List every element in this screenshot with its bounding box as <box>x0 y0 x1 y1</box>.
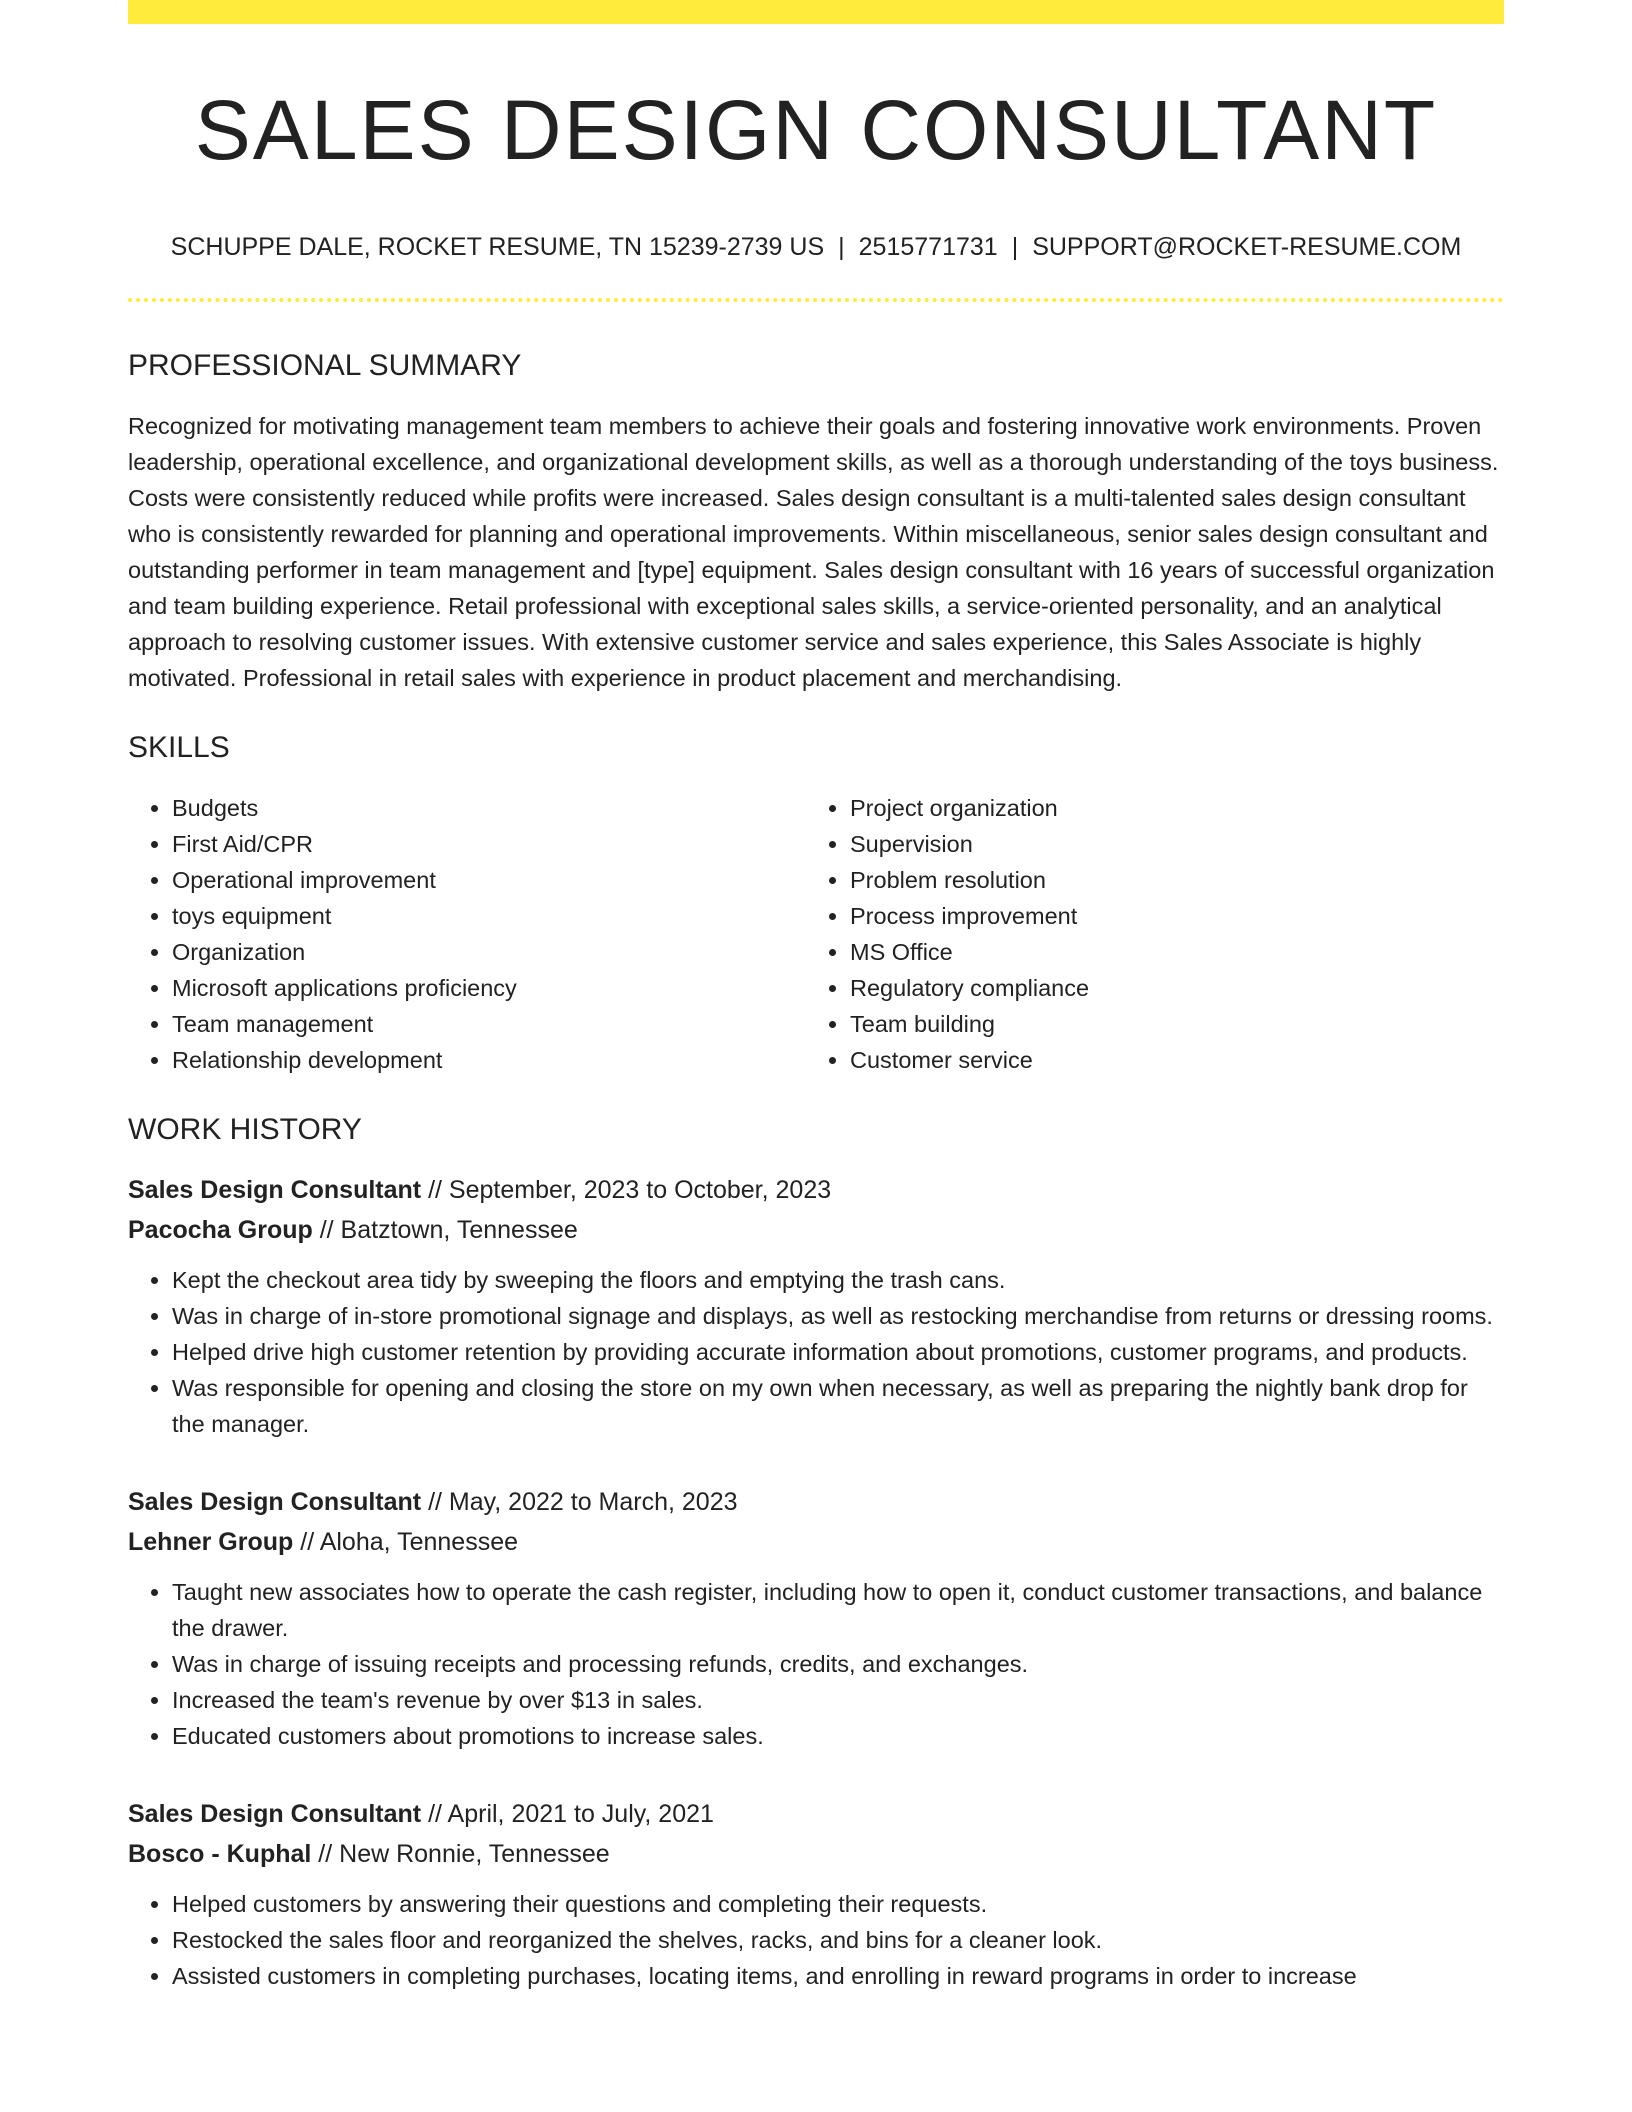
job-company-line <box>128 1834 1504 1874</box>
skill-item: • Microsoft applications proficiency <box>172 970 806 1006</box>
job-role-line <box>128 1170 1504 1210</box>
top-accent-bar <box>128 0 1504 24</box>
job-dates: // May, 2022 to March, 2023 <box>428 1488 738 1517</box>
skills-column-left <box>128 790 806 1078</box>
dotted-divider <box>128 298 1504 302</box>
job-bullet: • Taught new associates how to operate the cash register, including how to open it, conduct customer transactions, and balance the drawer. <box>172 1574 1504 1646</box>
job-dates: // September, 2023 to October, 2023 <box>428 1176 832 1205</box>
skills-column-right <box>806 790 1484 1078</box>
skill-item: • Supervision <box>850 826 1484 862</box>
job-bullet: • Assisted customers in completing purchases, locating items, and enrolling in reward programs in order to increase <box>172 1958 1504 1994</box>
job-bullet: • Was in charge of in-store promotional signage and displays, as well as restocking merchandise from returns or dressing rooms. <box>172 1298 1504 1334</box>
skill-item: • Operational improvement <box>172 862 806 898</box>
job-location: // Batztown, Tennessee <box>319 1216 578 1245</box>
job-bullets <box>128 1886 1504 1994</box>
job-company: Lehner Group <box>128 1528 294 1557</box>
job-role: Sales Design Consultant <box>128 1176 422 1205</box>
skill-item: • First Aid/CPR <box>172 826 806 862</box>
skill-item: • Team building <box>850 1006 1484 1042</box>
job-role-line <box>128 1482 1504 1522</box>
job-bullets <box>128 1574 1504 1754</box>
resume-title: SALES DESIGN CONSULTANT <box>194 83 1438 177</box>
work-history-heading: WORK HISTORY <box>128 1113 362 1147</box>
job-entry <box>128 1482 1504 1754</box>
skill-item: • Budgets <box>172 790 806 826</box>
job-role: Sales Design Consultant <box>128 1488 422 1517</box>
summary-heading: PROFESSIONAL SUMMARY <box>128 349 522 383</box>
job-entry <box>128 1170 1504 1442</box>
job-bullet: • Restocked the sales floor and reorganized the shelves, racks, and bins for a cleaner look. <box>172 1922 1504 1958</box>
contact-line <box>128 232 1504 262</box>
job-bullet: • Educated customers about promotions to increase sales. <box>172 1718 1504 1754</box>
job-bullet: • Kept the checkout area tidy by sweeping the floors and emptying the trash cans. <box>172 1262 1504 1298</box>
job-company: Bosco - Kuphal <box>128 1840 312 1869</box>
job-dates: // April, 2021 to July, 2021 <box>428 1800 714 1829</box>
job-bullet: • Was in charge of issuing receipts and processing refunds, credits, and exchanges. <box>172 1646 1504 1682</box>
job-role: Sales Design Consultant <box>128 1800 422 1829</box>
skills-list <box>128 790 1504 1078</box>
skills-heading: SKILLS <box>128 731 230 765</box>
summary-text: Recognized for motivating management team members to achieve their goals and fostering innovative work environments. Proven leadership, operational excellence, and organizational development skills, as well as a thorough understanding of the toys business. Costs were consistently reduced while profits were increased. Sales design consultant is a multi-talented sales design consultant who is consistently rewarded for planning and operational improvements. Within miscellaneous, senior sales design consultant and outstanding performer in team management and [type] equipment. Sales design consultant with 16 years of successful organization and team building experience. Retail professional with exceptional sales skills, a service-oriented personality, and an analytical approach to resolving customer issues. With extensive customer service and sales experience, this Sales Associate is highly motivated. Professional in retail sales with experience in product placement and merchandising. <box>128 413 1499 692</box>
contact-separator: | <box>838 233 845 262</box>
job-role-line <box>128 1794 1504 1834</box>
skill-item: • Regulatory compliance <box>850 970 1484 1006</box>
job-bullet: • Increased the team's revenue by over $13 in sales. <box>172 1682 1504 1718</box>
skill-item: • MS Office <box>850 934 1484 970</box>
contact-phone: 2515771731 <box>858 233 998 262</box>
job-entry <box>128 1794 1504 1994</box>
job-company-line <box>128 1522 1504 1562</box>
contact-separator: | <box>1011 233 1019 262</box>
skill-item: • toys equipment <box>172 898 806 934</box>
job-bullet: • Helped drive high customer retention by providing accurate information about promotions, customer programs, and products. <box>172 1334 1504 1370</box>
job-bullets <box>128 1262 1504 1442</box>
job-location: // New Ronnie, Tennessee <box>318 1840 610 1869</box>
job-company: Pacocha Group <box>128 1216 313 1245</box>
job-bullet: • Helped customers by answering their questions and completing their requests. <box>172 1886 1504 1922</box>
skill-item: • Organization <box>172 934 806 970</box>
contact-email: SUPPORT@ROCKET-RESUME.COM <box>1032 233 1462 262</box>
skill-item: • Process improvement <box>850 898 1484 934</box>
skill-item: • Team management <box>172 1006 806 1042</box>
job-bullet: • Was responsible for opening and closing the store on my own when necessary, as well as preparing the nightly bank drop for the manager. <box>172 1370 1504 1442</box>
contact-address: SCHUPPE DALE, ROCKET RESUME, TN 15239-2739 US <box>170 233 825 262</box>
job-location: // Aloha, Tennessee <box>300 1528 519 1557</box>
job-company-line <box>128 1210 1504 1250</box>
skill-item: • Project organization <box>850 790 1484 826</box>
skill-item: • Customer service <box>850 1042 1484 1078</box>
skill-item: • Relationship development <box>172 1042 806 1078</box>
skill-item: • Problem resolution <box>850 862 1484 898</box>
resume-page <box>128 0 1504 1994</box>
